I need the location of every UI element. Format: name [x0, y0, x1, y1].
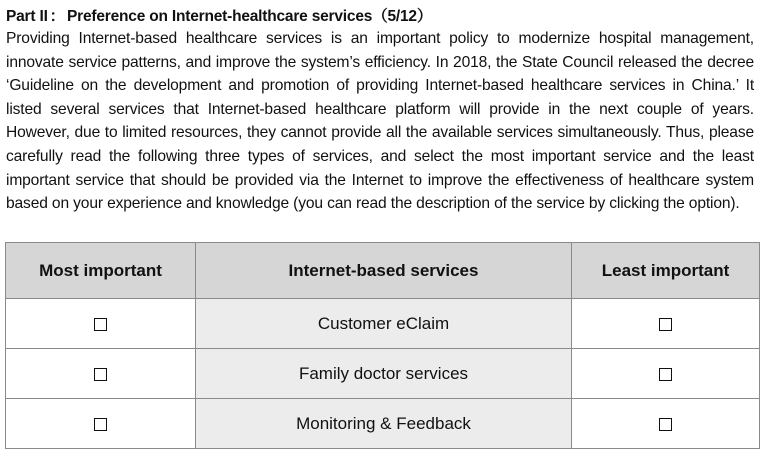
header-internet-services: Internet-based services [196, 243, 572, 299]
least-important-checkbox-family-doctor[interactable] [659, 368, 672, 381]
table-row [6, 299, 760, 349]
most-important-cell [6, 399, 196, 449]
most-important-checkbox-customer-eclaim[interactable] [94, 318, 107, 331]
service-option-family-doctor[interactable]: Family doctor services [196, 349, 572, 399]
service-option-monitoring-feedback[interactable]: Monitoring & Feedback [196, 399, 572, 449]
least-important-cell [572, 299, 760, 349]
part-label: Part II [6, 8, 48, 25]
progress-indicator: （5/12） [372, 8, 433, 25]
least-important-cell [572, 349, 760, 399]
instructions-paragraph: Providing Internet-based healthcare services is an important policy to modernize hospital management, innovate service patterns, and improve the system’s efficiency. In 2018, the State Council released the decree ‘Guideline on the development and promotion of providing Internet-based healthcare services in China.’ It listed several services that Internet-based healthcare platform will provide in the next couple of years. However, due to limited resources, they cannot provide all the available services simultaneously. Thus, please carefully read the following three types of services, and select the most important service and the least important service that should be provided via the Internet to improve the effectiveness of healthcare system based on your experience and knowledge (you can read the description of the service by clicking the option). [6, 30, 754, 213]
table-row [6, 349, 760, 399]
header-most-important: Most important [6, 243, 196, 299]
most-important-checkbox-monitoring-feedback[interactable] [94, 418, 107, 431]
most-important-checkbox-family-doctor[interactable] [94, 368, 107, 381]
service-preference-table [5, 242, 760, 449]
table-row [6, 399, 760, 449]
title-separator: ： [49, 8, 65, 25]
service-option-customer-eclaim[interactable]: Customer eClaim [196, 299, 572, 349]
least-important-checkbox-customer-eclaim[interactable] [659, 318, 672, 331]
header-least-important: Least important [572, 243, 760, 299]
most-important-cell [6, 349, 196, 399]
least-important-checkbox-monitoring-feedback[interactable] [659, 418, 672, 431]
section-title: Preference on Internet-healthcare services [66, 8, 373, 25]
survey-title [6, 4, 432, 26]
most-important-cell [6, 299, 196, 349]
least-important-cell [572, 399, 760, 449]
table-header-row [6, 243, 760, 299]
